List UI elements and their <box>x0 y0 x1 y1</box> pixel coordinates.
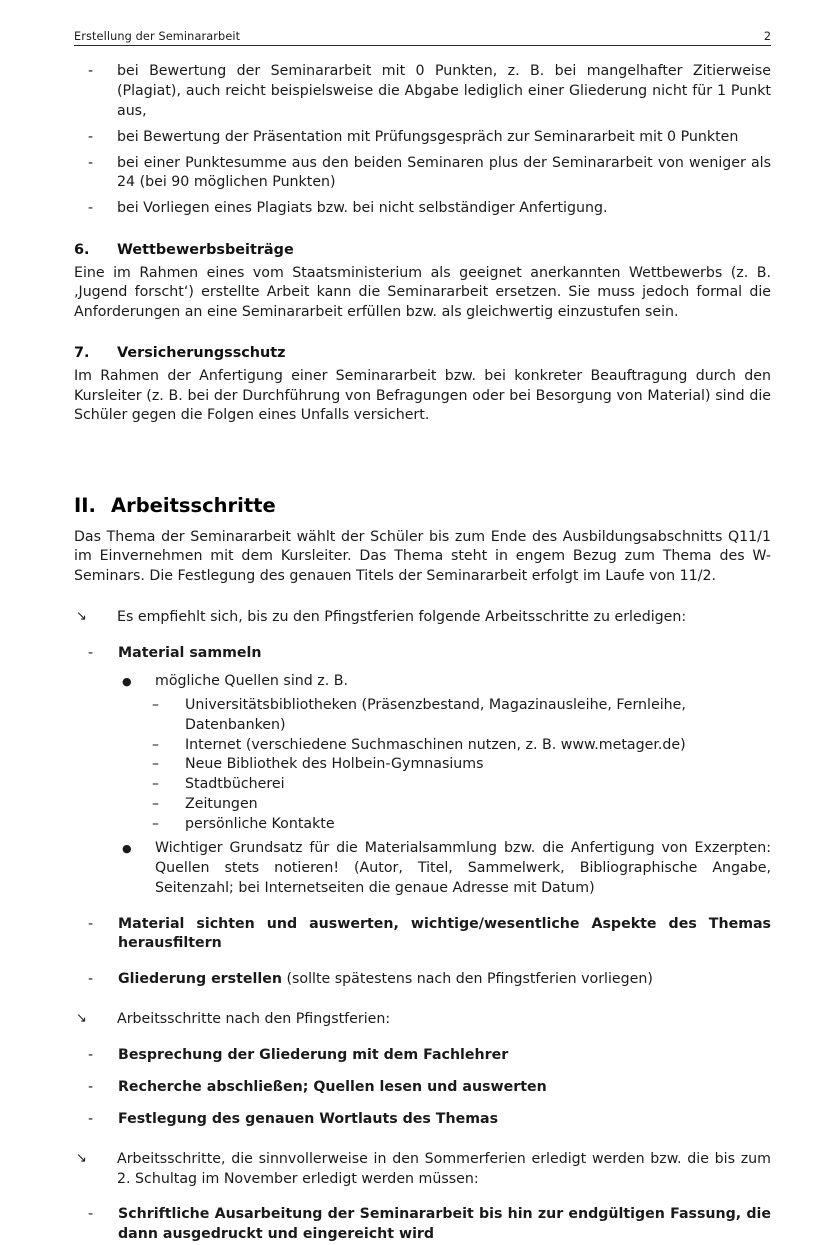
chapter-heading-2 <box>74 493 771 518</box>
dash-marker: - <box>88 971 94 988</box>
bullet-grundsatz <box>74 839 771 899</box>
list-item <box>74 815 771 835</box>
step-besprechung <box>74 1046 771 1066</box>
spacer <box>74 225 771 241</box>
list-item-text: Neue Bibliothek des Holbein-Gymnasiums <box>185 756 484 773</box>
list-item-text: bei einer Punktesumme aus den beiden Seminaren plus der Seminararbeit von weniger als 24 (bei 90 möglichen Punkten) <box>117 154 771 191</box>
list-item-text: Universitätsbibliotheken (Präsenzbestand, Magazinausleihe, Fernleihe, Datenbanken) <box>185 696 686 733</box>
endash-marker: – <box>152 696 159 713</box>
list-item-text: Zeitungen <box>185 796 258 813</box>
list-item <box>74 154 771 194</box>
spacer <box>74 592 771 608</box>
header-page-number: 2 <box>763 30 771 43</box>
list-item <box>74 736 771 756</box>
dash-marker: - <box>88 915 94 932</box>
spacer <box>74 519 771 528</box>
list-item-text: bei Bewertung der Seminararbeit mit 0 Punkten, z. B. bei mangelhafter Zitierweise (Plagiat), auch reicht beispielsweise die Abgabe lediglich einer Gliederung nicht für 1 Punkt aus, <box>117 63 771 119</box>
list-item <box>74 696 771 736</box>
endash-marker: – <box>152 776 159 793</box>
endash-marker: – <box>152 816 159 833</box>
dash-marker: - <box>88 128 94 145</box>
step-label <box>118 970 771 990</box>
step-label-note: (sollte spätestens nach den Pfingstferien vorliegen) <box>281 971 653 988</box>
section-title: Wettbewerbsbeiträge <box>117 242 294 259</box>
arrow-item-text: Arbeitsschritte, die sinnvollerweise in den Sommerferien erledigt werden bzw. die bis zum 2. Schultag im November erledigt werden müssen: <box>117 1150 771 1187</box>
bullet-icon: ● <box>122 841 132 855</box>
step-material-sammeln <box>74 644 771 664</box>
step-label: Festlegung des genauen Wortlauts des Themas <box>118 1110 499 1127</box>
arrow-icon: ↘ <box>76 1150 87 1166</box>
list-item <box>74 795 771 815</box>
arrow-icon: ↘ <box>76 1011 87 1027</box>
chapter-title: Arbeitsschritte <box>111 494 276 518</box>
list-item-text: bei Bewertung der Präsentation mit Prüfungsgespräch zur Seminararbeit mit 0 Punkten <box>117 128 739 145</box>
arrow-item-1 <box>74 608 771 628</box>
step-label: Material sammeln <box>118 645 262 662</box>
chapter-number: II. <box>74 494 96 518</box>
dash-marker: - <box>88 200 94 217</box>
quellen-sublist <box>74 696 771 835</box>
dash-marker: - <box>88 1047 94 1064</box>
arrow-item-text: Es empfiehlt sich, bis zu den Pfingstferien folgende Arbeitsschritte zu erledigen: <box>117 609 687 626</box>
section-number: 7. <box>74 345 90 362</box>
page-header <box>74 30 771 46</box>
step-gliederung-erstellen <box>74 970 771 990</box>
dash-marker: - <box>88 645 94 662</box>
section-7-paragraph: Im Rahmen der Anfertigung einer Seminararbeit bzw. bei konkreter Beauftragung durch den Kursleiter (z. B. bei der Durchführung von Befragungen oder bei Besorgung von Material) sind die Schüler gegen die Folgen eines Unfalls versichert. <box>74 367 771 424</box>
arrow-item-3 <box>74 1150 771 1190</box>
dash-marker: - <box>88 154 94 171</box>
step-schriftliche-ausarbeitung <box>74 1205 771 1245</box>
arrow-item-2 <box>74 1010 771 1030</box>
endash-marker: – <box>152 756 159 773</box>
step-material-sichten <box>74 915 771 955</box>
step-label: Schriftliche Ausarbeitung der Seminararbeit bis hin zur endgültigen Fassung, die dann ausgedruckt und eingereicht wird <box>118 1206 771 1243</box>
arrow-icon: ↘ <box>76 609 87 625</box>
section-title: Versicherungsschutz <box>117 345 286 362</box>
step-recherche <box>74 1078 771 1098</box>
dash-marker: - <box>88 1110 94 1127</box>
spacer <box>74 431 771 477</box>
step-label: Material sichten und auswerten, wichtige/wesentliche Aspekte des Themas herausfiltern <box>118 915 771 952</box>
section-6-paragraph: Eine im Rahmen eines vom Staatsministerium als geeignet anerkannten Wettbewerbs (z. B. ‚Jugend forscht‘) erstellte Arbeit kann die Seminararbeit ersetzen. Sie muss jedoch formal die Anforderungen an eine Seminararbeit erfüllen bzw. als gleichwertig einzustufen sein. <box>74 264 771 321</box>
list-item <box>74 775 771 795</box>
step-label: Recherche abschließen; Quellen lesen und auswerten <box>118 1078 547 1095</box>
list-item-text: Internet (verschiedene Suchmaschinen nutzen, z. B. www.metager.de) <box>185 736 686 753</box>
top-list <box>74 62 771 219</box>
chapter-2-intro: Das Thema der Seminararbeit wählt der Schüler bis zum Ende des Ausbildungsabschnitts Q11/1 im Einvernehmen mit dem Kursleiter. Das Thema steht in engem Bezug zum Thema des W-Seminars. Die Festlegung des genauen Titels der Seminararbeit erfolgt im Laufe von 11/2. <box>74 528 771 585</box>
section-heading-6 <box>74 241 771 260</box>
list-item <box>74 199 771 219</box>
step-festlegung <box>74 1110 771 1130</box>
list-item-text: bei Vorliegen eines Plagiats bzw. bei nicht selbständiger Anfertigung. <box>117 200 608 217</box>
bullet-text: mögliche Quellen sind z. B. <box>155 672 348 689</box>
endash-marker: – <box>152 736 159 753</box>
section-number: 6. <box>74 242 90 259</box>
list-item-text: Stadtbücherei <box>185 776 285 793</box>
endash-marker: – <box>152 796 159 813</box>
dash-marker: - <box>88 1078 94 1095</box>
list-item-text: persönliche Kontakte <box>185 816 335 833</box>
dash-marker: - <box>88 63 94 79</box>
list-item <box>74 128 771 148</box>
dash-marker: - <box>88 1206 94 1223</box>
spacer <box>74 477 771 493</box>
list-item <box>74 755 771 775</box>
header-title: Erstellung der Seminararbeit <box>74 30 241 43</box>
step-label-bold: Gliederung erstellen <box>118 971 282 988</box>
section-heading-7 <box>74 344 771 363</box>
bullet-icon: ● <box>122 674 132 688</box>
spacer <box>74 328 771 344</box>
bullet-quellen <box>74 672 771 692</box>
step-label: Besprechung der Gliederung mit dem Fachlehrer <box>118 1047 509 1064</box>
arrow-item-text: Arbeitsschritte nach den Pfingstferien: <box>117 1011 391 1028</box>
list-item <box>74 62 771 122</box>
bullet-text: Wichtiger Grundsatz für die Materialsammlung bzw. die Anfertigung von Exzerpten: Quellen stets notieren! (Autor, Titel, Sammelwerk, Bibliographische Angabe, Seitenzahl; bei Internetseiten die genaue Adresse mit Datum) <box>155 839 771 896</box>
